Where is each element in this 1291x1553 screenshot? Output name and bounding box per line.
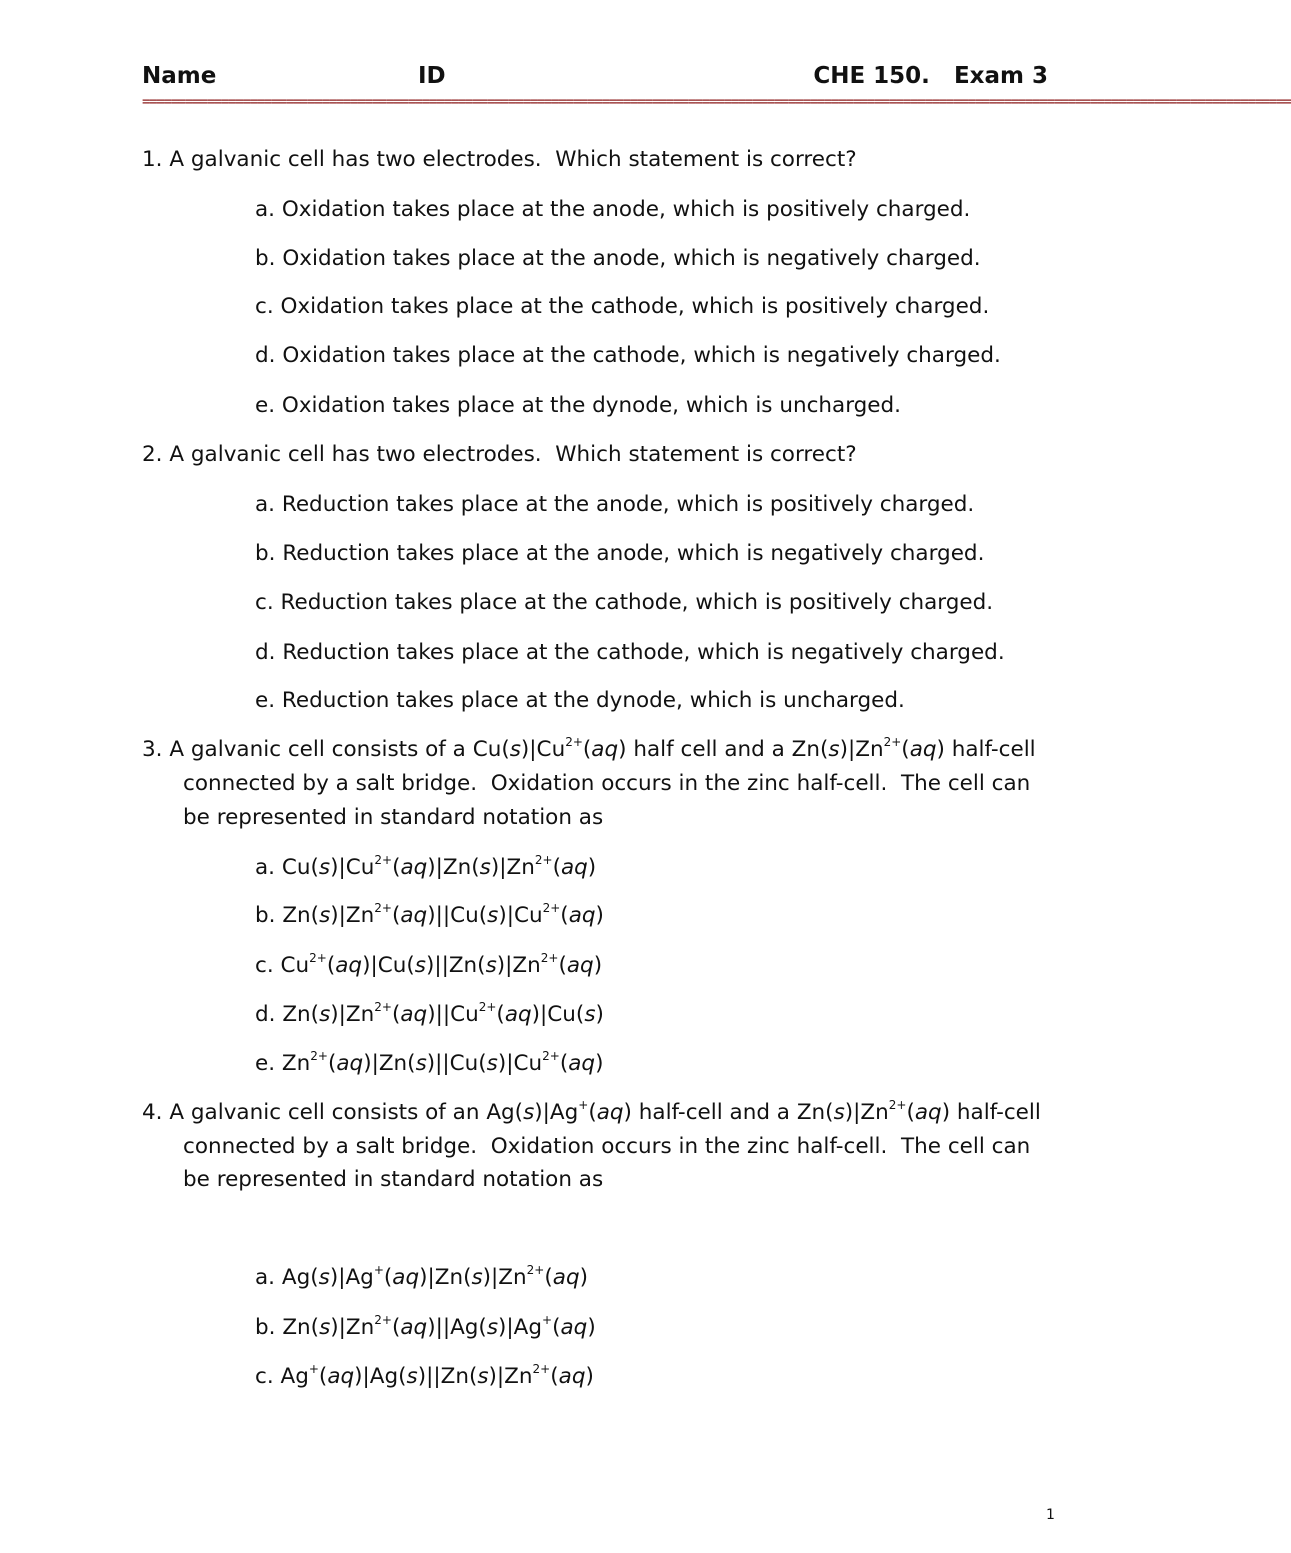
state-symbol: s (509, 737, 521, 762)
notation-text: ) (595, 1002, 604, 1027)
notation-text: )||Cu( (427, 903, 488, 928)
question-number: 3. (142, 737, 163, 762)
notation-text: ( (906, 1100, 915, 1125)
state-symbol: aq (335, 953, 363, 978)
charge-superscript: 2+ (374, 999, 392, 1014)
course-exam-title: CHE 150. Exam 3 (813, 63, 1048, 89)
state-symbol: aq (560, 855, 588, 880)
notation-text: ( (391, 1002, 401, 1027)
notation-text: )|Zn (330, 903, 375, 928)
notation-text: ) (593, 953, 603, 978)
q1-option-d (255, 341, 1001, 371)
notation-text: )|Ag (498, 1315, 543, 1340)
notation-text: )|Cu (520, 737, 566, 762)
notation-text: )|Zn( (427, 855, 480, 880)
notation-text: )|Cu (330, 855, 375, 880)
state-symbol: aq (568, 903, 596, 928)
q2-option-c (255, 588, 993, 618)
notation-text: ( (544, 1265, 553, 1290)
notation-text: )|Cu (497, 1051, 543, 1076)
state-symbol: s (318, 855, 331, 880)
question-number: 2. (142, 442, 163, 467)
state-symbol: aq (504, 1002, 532, 1027)
notation-text: )||Ag( (427, 1315, 487, 1340)
notation-text: )|Zn (330, 1315, 375, 1340)
q2-option-e (255, 686, 905, 716)
state-symbol: aq (336, 1051, 364, 1076)
name-label: Name (142, 63, 217, 89)
state-symbol: s (414, 953, 426, 978)
header-divider: ================================================================================================================================================================ (142, 94, 1291, 110)
notation-text: Cu( (281, 855, 319, 880)
charge-superscript: 2+ (374, 1312, 392, 1327)
state-symbol: s (485, 953, 497, 978)
option-letter: a. (255, 492, 276, 517)
option-letter: d. (255, 640, 276, 665)
notation-text: ( (558, 953, 567, 978)
notation-text: Ag (280, 1364, 309, 1389)
option-text: Oxidation takes place at the dynode, which is uncharged. (281, 393, 902, 418)
notation-text: ( (552, 855, 561, 880)
notation-text: ( (318, 1364, 328, 1389)
state-symbol: s (828, 737, 840, 762)
notation-text: )|Zn (844, 1100, 889, 1125)
question-3-line-2: connected by a salt bridge. Oxidation occurs in the zinc half-cell. The cell can (183, 771, 1031, 796)
state-symbol: aq (909, 737, 937, 762)
charge-superscript: 2+ (883, 734, 902, 749)
charge-superscript: 2+ (542, 900, 561, 915)
q3-option-b (255, 901, 604, 931)
page-number: 1 (1046, 1507, 1055, 1523)
option-letter: c. (255, 590, 274, 615)
charge-superscript: 2+ (534, 852, 553, 867)
q1-option-e (255, 391, 901, 421)
state-symbol: s (319, 903, 331, 928)
charge-superscript: 2+ (542, 1048, 560, 1063)
q4-option-b (255, 1313, 596, 1343)
option-letter: c. (255, 1364, 274, 1389)
option-letter: e. (255, 393, 276, 418)
notation-text: ( (383, 1265, 393, 1290)
option-notation (281, 1262, 588, 1290)
option-text: Oxidation takes place at the cathode, which is positively charged. (280, 294, 990, 319)
notation-text: ( (552, 1315, 561, 1340)
question-1 (142, 145, 857, 175)
state-symbol: s (318, 1265, 330, 1290)
option-text: Reduction takes place at the cathode, which is negatively charged. (282, 640, 1005, 665)
notation-text: )|Zn (490, 855, 535, 880)
question-4-line-2: connected by a salt bridge. Oxidation occurs in the zinc half-cell. The cell can (183, 1134, 1031, 1159)
state-symbol: aq (566, 953, 594, 978)
state-symbol: aq (591, 737, 619, 762)
option-letter: c. (255, 294, 274, 319)
state-symbol: aq (327, 1364, 355, 1389)
notation-text: Zn( (282, 903, 320, 928)
option-text: Reduction takes place at the dynode, which is uncharged. (281, 688, 905, 713)
charge-superscript: + (578, 1097, 589, 1112)
state-symbol: s (523, 1100, 535, 1125)
notation-text: ) half-cell (936, 737, 1036, 762)
question-text (169, 734, 1036, 762)
state-symbol: s (477, 1364, 489, 1389)
option-notation (280, 950, 603, 978)
q3-option-a (255, 853, 596, 883)
notation-text: Ag( (281, 1265, 319, 1290)
option-text: Oxidation takes place at the anode, which is negatively charged. (282, 246, 981, 271)
option-notation (280, 1361, 594, 1389)
q3-option-d (255, 1000, 604, 1030)
option-text: Reduction takes place at the anode, which is negatively charged. (282, 541, 985, 566)
notation-text: ( (588, 1100, 597, 1125)
notation-text: Cu (280, 953, 310, 978)
notation-text: )|Cu( (362, 953, 415, 978)
option-letter: b. (255, 541, 276, 566)
notation-text: ) half-cell and a Zn( (623, 1100, 834, 1125)
notation-text: ( (327, 1051, 337, 1076)
notation-text: ) (587, 1315, 596, 1340)
notation-text: ) (595, 903, 604, 928)
charge-superscript: 2+ (888, 1097, 907, 1112)
option-notation (281, 1048, 604, 1076)
option-letter: a. (255, 1265, 276, 1290)
notation-text: )||Cu( (426, 1051, 487, 1076)
notation-text: ( (901, 737, 910, 762)
notation-text: )|Zn( (363, 1051, 416, 1076)
q1-option-b (255, 244, 981, 274)
state-symbol: s (319, 1002, 331, 1027)
q2-option-a (255, 490, 974, 520)
q2-option-b (255, 539, 984, 569)
notation-text: ( (496, 1002, 505, 1027)
option-text: Reduction takes place at the anode, which is positively charged. (281, 492, 975, 517)
q3-option-e (255, 1049, 603, 1079)
state-symbol: s (479, 855, 491, 880)
question-3 (142, 735, 1036, 765)
state-symbol: s (833, 1100, 845, 1125)
notation-text: ) half cell and a Zn( (618, 737, 829, 762)
state-symbol: s (406, 1364, 418, 1389)
option-notation (282, 900, 604, 928)
question-number: 4. (142, 1100, 163, 1125)
q4-option-c (255, 1362, 594, 1392)
notation-text: ) half-cell (941, 1100, 1041, 1125)
charge-superscript: 2+ (532, 1361, 551, 1376)
option-notation (282, 999, 604, 1027)
state-symbol: aq (400, 855, 428, 880)
notation-text: ) (587, 855, 597, 880)
charge-superscript: + (373, 1262, 384, 1277)
notation-text: )|Ag (534, 1100, 579, 1125)
notation-text: A galvanic cell consists of an Ag( (169, 1100, 524, 1125)
notation-text: ) (595, 1051, 604, 1076)
notation-text: )|Ag (329, 1265, 374, 1290)
state-symbol: s (319, 1315, 331, 1340)
notation-text: ) (579, 1265, 588, 1290)
notation-text: )|Zn (482, 1265, 527, 1290)
notation-text: Zn( (282, 1315, 320, 1340)
option-text: Oxidation takes place at the anode, which is positively charged. (281, 197, 971, 222)
charge-superscript: 2+ (374, 900, 392, 915)
state-symbol: aq (400, 903, 428, 928)
charge-superscript: 2+ (526, 1262, 545, 1277)
notation-text: ( (326, 953, 336, 978)
q4-option-a (255, 1263, 588, 1293)
option-letter: d. (255, 1002, 276, 1027)
charge-superscript: 2+ (478, 999, 497, 1014)
q1-option-c (255, 292, 989, 322)
state-symbol: s (486, 1315, 499, 1340)
state-symbol: aq (568, 1051, 596, 1076)
question-text: A galvanic cell has two electrodes. Which statement is correct? (169, 442, 857, 467)
question-4 (142, 1098, 1041, 1128)
option-text: Oxidation takes place at the cathode, which is negatively charged. (282, 343, 1001, 368)
state-symbol: aq (914, 1100, 942, 1125)
charge-superscript: 2+ (309, 950, 327, 965)
notation-text: Zn (281, 1051, 311, 1076)
option-notation (282, 1312, 596, 1340)
state-symbol: aq (392, 1265, 420, 1290)
question-3-line-3: be represented in standard notation as (183, 805, 604, 830)
charge-superscript: + (308, 1361, 319, 1376)
state-symbol: aq (552, 1265, 580, 1290)
charge-superscript: 2+ (540, 950, 559, 965)
notation-text: )|Zn (488, 1364, 533, 1389)
notation-text: )|Zn (496, 953, 541, 978)
state-symbol: aq (558, 1364, 586, 1389)
notation-text: A galvanic cell consists of a Cu( (169, 737, 510, 762)
notation-text: )|Zn (330, 1002, 375, 1027)
charge-superscript: 2+ (565, 734, 583, 749)
state-symbol: s (584, 1002, 596, 1027)
question-2 (142, 440, 857, 470)
notation-text: ( (391, 1315, 401, 1340)
option-letter: a. (255, 197, 276, 222)
notation-text: Zn( (282, 1002, 320, 1027)
state-symbol: s (486, 1051, 498, 1076)
q2-option-d (255, 638, 1005, 668)
state-symbol: aq (400, 1315, 428, 1340)
option-letter: b. (255, 903, 276, 928)
option-notation (281, 852, 597, 880)
notation-text: )|Zn (839, 737, 884, 762)
state-symbol: aq (560, 1315, 588, 1340)
option-letter: c. (255, 953, 274, 978)
question-number: 1. (142, 147, 163, 172)
option-letter: a. (255, 855, 276, 880)
state-symbol: aq (596, 1100, 624, 1125)
notation-text: )|Cu( (531, 1002, 585, 1027)
notation-text: ( (392, 855, 401, 880)
state-symbol: aq (400, 1002, 428, 1027)
option-letter: e. (255, 1051, 276, 1076)
option-letter: d. (255, 343, 276, 368)
notation-text: ( (550, 1364, 559, 1389)
option-letter: b. (255, 1315, 276, 1340)
q1-option-a (255, 195, 970, 225)
charge-superscript: 2+ (374, 852, 393, 867)
option-letter: e. (255, 688, 276, 713)
id-label: ID (418, 63, 446, 89)
state-symbol: s (415, 1051, 427, 1076)
charge-superscript: + (542, 1312, 553, 1327)
state-symbol: s (487, 903, 499, 928)
notation-text: )||Cu (427, 1002, 479, 1027)
notation-text: )|Cu (498, 903, 543, 928)
option-text: Reduction takes place at the cathode, which is positively charged. (280, 590, 994, 615)
notation-text: )||Zn( (417, 1364, 478, 1389)
question-text: A galvanic cell has two electrodes. Which statement is correct? (169, 147, 857, 172)
state-symbol: s (471, 1265, 483, 1290)
q3-option-c (255, 951, 602, 981)
notation-text: ( (582, 737, 592, 762)
notation-text: )||Zn( (425, 953, 486, 978)
option-letter: b. (255, 246, 276, 271)
notation-text: ( (391, 903, 401, 928)
question-4-line-3: be represented in standard notation as (183, 1167, 604, 1192)
question-text (169, 1097, 1041, 1125)
notation-text: )|Ag( (354, 1364, 407, 1389)
notation-text: ) (585, 1364, 594, 1389)
notation-text: ( (559, 1051, 569, 1076)
notation-text: ( (560, 903, 569, 928)
charge-superscript: 2+ (310, 1048, 328, 1063)
notation-text: )|Zn( (419, 1265, 472, 1290)
